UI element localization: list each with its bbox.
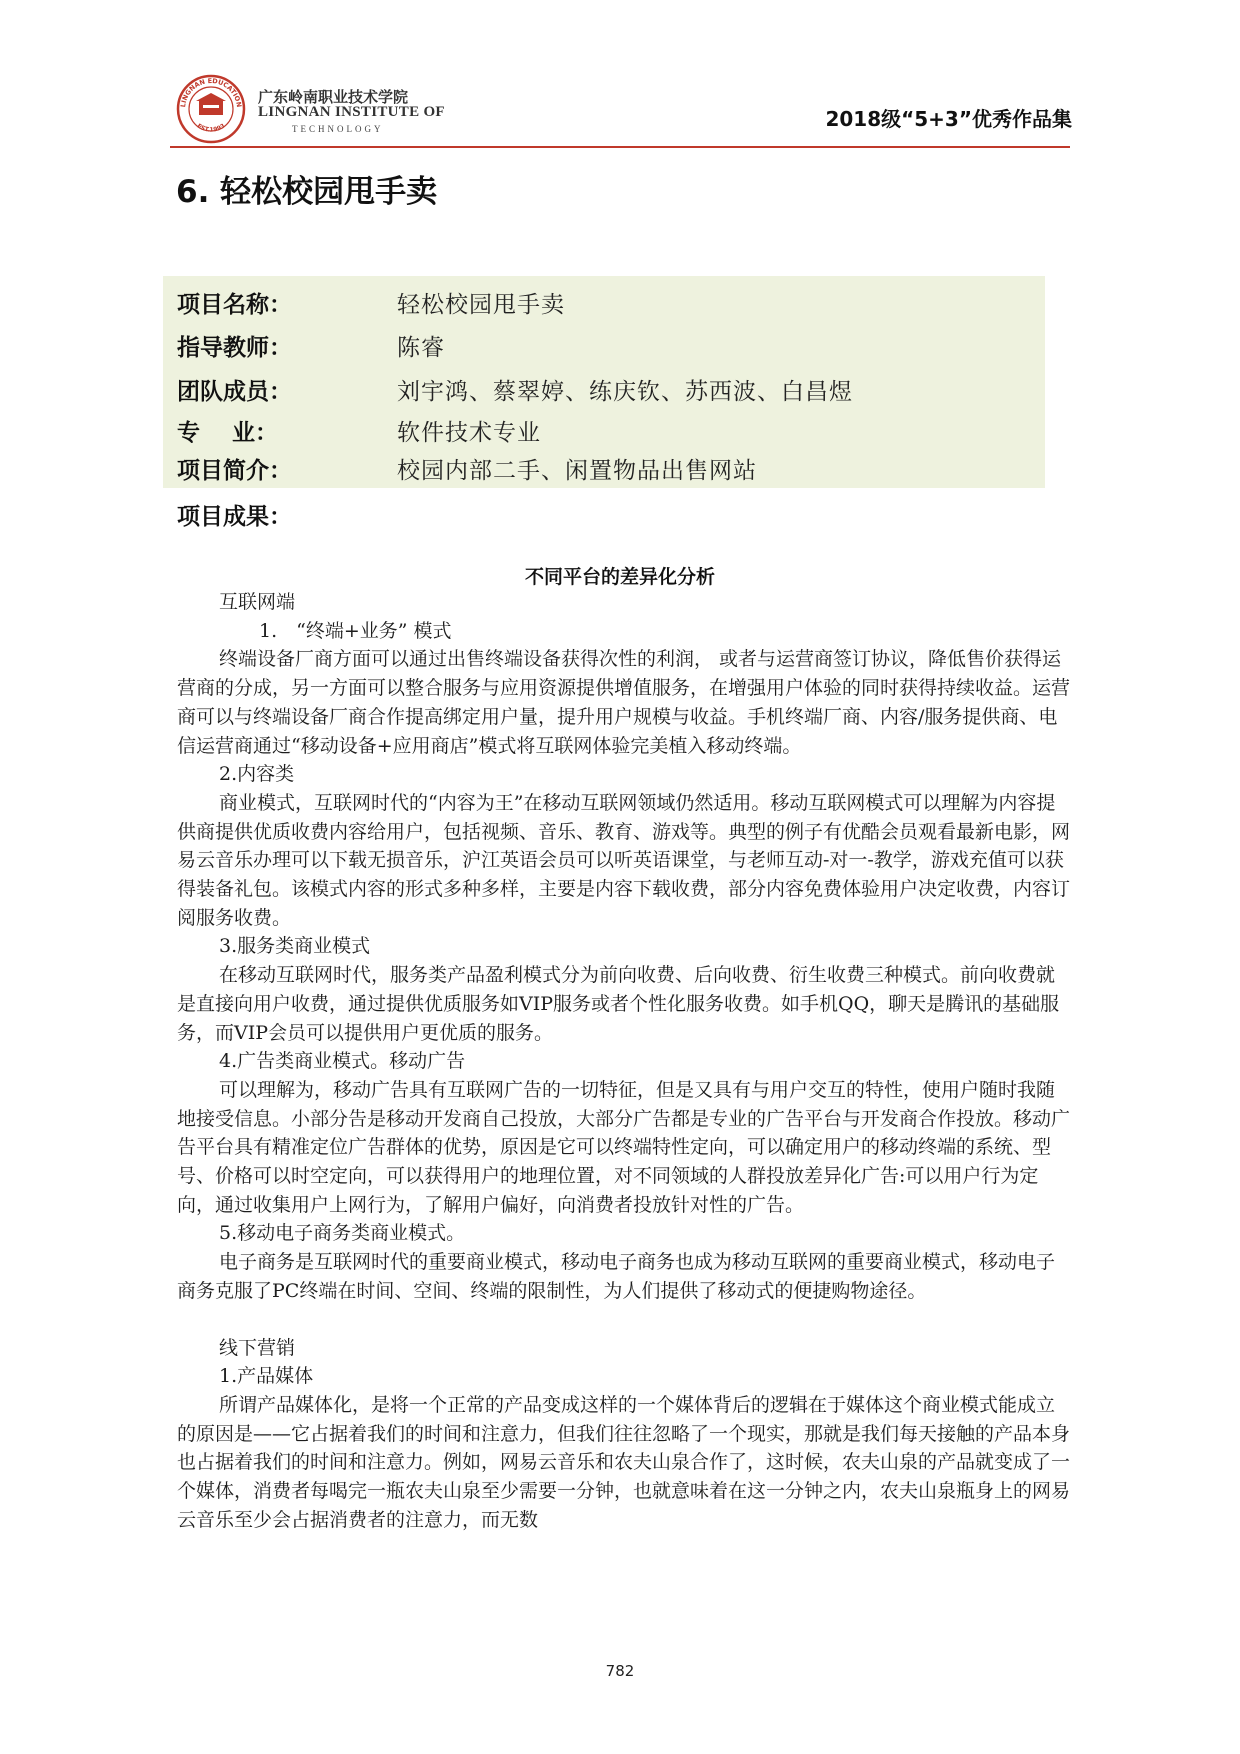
- item2-paragraph: 商业模式，互联网时代的“内容为王”在移动互联网领域仍然适用。移动互联网模式可以理解为内容提供商提供优质收费内容给用户，包括视频、音乐、教育、游戏等。典型的例子有优酷会员观看最新电影，网易云音乐办理可以下载无损音乐，沪江英语会员可以听英语课堂，与老师互动-对一-教学，游戏充值可以获得装备礼包。该模式内容的形式多种多样，主要是内容下载收费，部分内容免费体验用户决定收费，内容订阅服务收费。: [177, 791, 1071, 929]
- item2-heading: 2.内容类: [219, 763, 295, 786]
- info-value: 刘宇鸿、蔡翠婷、练庆钦、苏西波、白昌煜: [397, 379, 853, 405]
- page-number: 782: [605, 1662, 635, 1680]
- offline-item1-paragraph: 所谓产品媒体化，是将一个正常的产品变成这样的一个媒体背后的逻辑在于媒体这个商业模式能成立的原因是——它占据着我们的时间和注意力，但我们往往忽略了一个现实，那就是我们每天接触的产品本身也占据着我们的时间和注意力。例如，网易云音乐和农夫山泉合作了，这时候，农夫山泉的产品就变成了一个媒体，消费者每喝完一瓶农夫山泉至少需要一分钟，也就意味着在这一分钟之内，农夫山泉瓶身上的网易云音乐至少会占据消费者的注意力，而无数: [177, 1393, 1071, 1531]
- school-name-en-line2: TECHNOLOGY: [292, 124, 384, 134]
- item5-paragraph: 电子商务是互联网时代的重要商业模式，移动电子商务也成为移动互联网的重要商业模式，移动电子商务克服了PC终端在时间、空间、终端的限制性，为人们提供了移动式的便捷购物途径。: [177, 1251, 1056, 1302]
- internet-heading: 互联网端: [219, 591, 296, 613]
- item1-paragraph: 终端设备厂商方面可以通过出售终端设备获得次性的利润， 或者与运营商签订协议，降低售价获得运营商的分成，另一方面可以整合服务与应用资源提供增值服务，在增强用户体验的同时获得持续收益。运营商可以与终端设备厂商合作提高绑定用户量，提升用户规模与收益。手机终端厂商、内容/服务提供商、电信运营商通过“移动设备+应用商店”模式将互联网体验完美植入移动终端。: [177, 648, 1071, 757]
- info-value: 轻松校园甩手卖: [397, 292, 565, 318]
- school-logo: [176, 74, 246, 144]
- collection-title: 2018级“5+3”优秀作品集: [825, 107, 1072, 131]
- item5-heading: 5.移动电子商务类商业模式。: [219, 1222, 466, 1245]
- item4-heading: 4.广告类商业模式。移动广告: [219, 1050, 466, 1073]
- info-label: 专 业：: [177, 420, 279, 446]
- logo-text-bottom: EST.1993: [195, 122, 227, 134]
- item4-paragraph: 可以理解为，移动广告具有互联网广告的一切特征，但是又具有与用户交互的特性，使用户随时我随地接受信息。小部分告是移动开发商自己投放，大部分广告都是专业的广告平台与开发商合作投放。移动广告平台具有精准定位广告群体的优势，原因是它可以终端特性定向，可以确定用户的移动终端的系统、型号、价格可以时空定向，可以获得用户的地理位置，对不同领域的人群投放差异化广告:可以用户行为定向，通过收集用户上网行为，了解用户偏好，向消费者投放针对性的广告。: [177, 1078, 1071, 1216]
- svg-text:EST.1993: [196, 123, 227, 134]
- info-label: 项目名称：: [177, 292, 292, 318]
- logo-text-top: LINGNAN EDUCATION: [179, 76, 244, 108]
- section-title: 6. 轻松校园甩手卖: [176, 174, 438, 210]
- info-value: 校园内部二手、闲置物品出售网站: [397, 458, 757, 484]
- offline-item1-heading: 1.产品媒体: [219, 1365, 314, 1388]
- item1-heading: 1. “终端+业务” 模式: [259, 619, 452, 642]
- analysis-title: 不同平台的差异化分析: [524, 566, 715, 588]
- result-label: 项目成果：: [177, 504, 292, 530]
- item3-heading: 3.服务类商业模式: [219, 935, 371, 958]
- project-info-box: [163, 276, 1045, 488]
- info-label: 指导教师：: [177, 335, 292, 361]
- item3-paragraph: 在移动互联网时代，服务类产品盈利模式分为前向收费、后向收费、衍生收费三种模式。前向收费就是直接向用户收费，通过提供优质服务如VIP服务或者个性化服务收费。如手机QQ，聊天是腾讯的基础服务，而VIP会员可以提供用户更优质的服务。: [177, 964, 1060, 1044]
- info-label: 项目简介：: [177, 458, 292, 484]
- header-divider: [170, 146, 1070, 148]
- paragraph-gap: [177, 1306, 1072, 1334]
- info-value: 陈睿: [397, 335, 445, 361]
- school-name-en: LINGNAN INSTITUTE OF: [258, 104, 445, 120]
- info-value: 软件技术专业: [397, 420, 541, 446]
- info-label: 团队成员：: [177, 379, 292, 405]
- offline-heading: 线下营销: [219, 1336, 296, 1359]
- body-text: [177, 588, 1072, 1535]
- school-name-cn: 广东岭南职业技术学院: [258, 88, 409, 106]
